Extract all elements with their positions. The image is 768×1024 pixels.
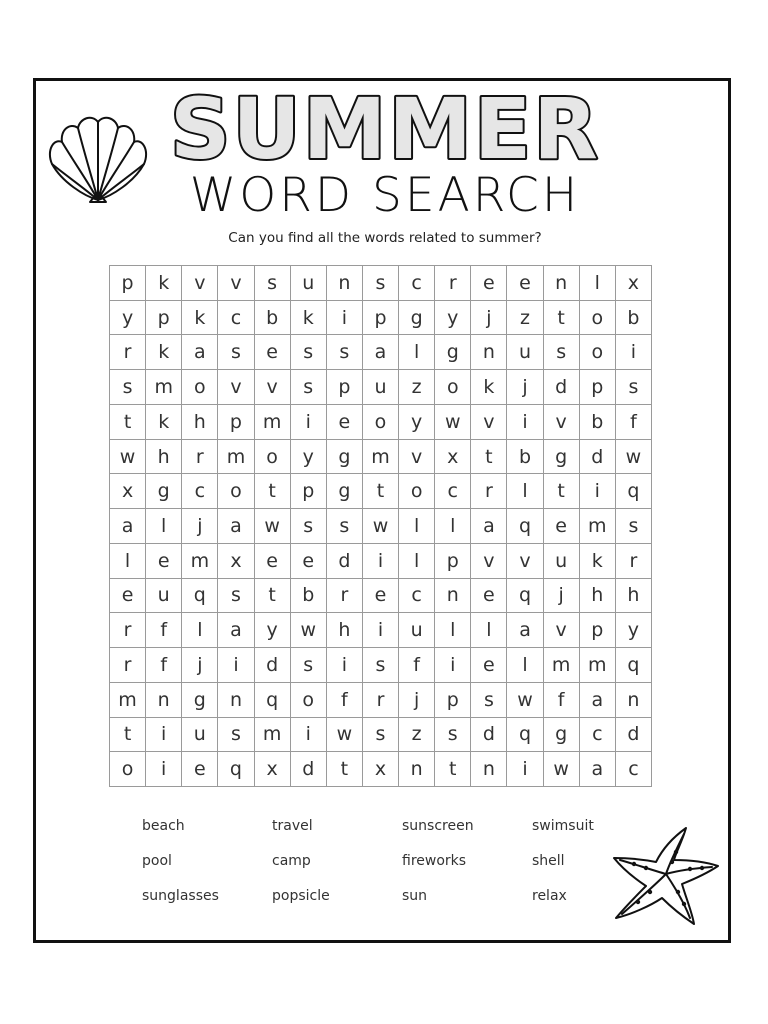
grid-cell: t	[471, 440, 507, 475]
grid-cell: s	[218, 718, 254, 753]
grid-cell: v	[471, 405, 507, 440]
grid-cell: u	[363, 370, 399, 405]
grid-cell: s	[363, 648, 399, 683]
grid-cell: s	[218, 579, 254, 614]
grid-cell: t	[544, 301, 580, 336]
grid-cell: u	[182, 718, 218, 753]
grid-cell: a	[110, 509, 146, 544]
grid-cell: e	[544, 509, 580, 544]
word-search-grid	[109, 265, 652, 787]
grid-cell: j	[182, 509, 218, 544]
grid-cell: v	[544, 613, 580, 648]
grid-cell: c	[580, 718, 616, 753]
grid-cell: w	[616, 440, 652, 475]
word-list-item: travel	[272, 818, 313, 834]
grid-cell: p	[110, 266, 146, 301]
grid-cell: i	[327, 648, 363, 683]
grid-cell: q	[218, 752, 254, 787]
grid-cell: i	[291, 718, 327, 753]
grid-cell: z	[507, 301, 543, 336]
grid-cell: d	[580, 440, 616, 475]
grid-cell: z	[399, 718, 435, 753]
grid-cell: o	[291, 683, 327, 718]
word-list-item: beach	[142, 818, 185, 834]
grid-cell: o	[363, 405, 399, 440]
page-title	[150, 80, 620, 172]
grid-cell: e	[363, 579, 399, 614]
grid-cell: x	[255, 752, 291, 787]
grid-cell: t	[327, 752, 363, 787]
grid-cell: x	[363, 752, 399, 787]
grid-cell: i	[435, 648, 471, 683]
grid-cell: r	[363, 683, 399, 718]
grid-cell: d	[291, 752, 327, 787]
grid-cell: n	[218, 683, 254, 718]
word-list-item: popsicle	[272, 888, 330, 904]
grid-cell: l	[399, 335, 435, 370]
grid-cell: t	[110, 405, 146, 440]
grid-cell: w	[110, 440, 146, 475]
grid-cell: m	[580, 648, 616, 683]
grid-cell: q	[507, 579, 543, 614]
grid-cell: p	[435, 544, 471, 579]
grid-cell: j	[182, 648, 218, 683]
grid-cell: f	[544, 683, 580, 718]
grid-cell: o	[255, 440, 291, 475]
grid-cell: l	[110, 544, 146, 579]
grid-cell: g	[327, 474, 363, 509]
grid-cell: r	[471, 474, 507, 509]
grid-cell: p	[327, 370, 363, 405]
grid-cell: e	[182, 752, 218, 787]
grid-cell: k	[580, 544, 616, 579]
grid-cell: e	[255, 335, 291, 370]
grid-cell: y	[110, 301, 146, 336]
grid-cell: o	[580, 301, 616, 336]
grid-cell: a	[218, 613, 254, 648]
grid-cell: s	[435, 718, 471, 753]
grid-cell: g	[146, 474, 182, 509]
grid-cell: k	[146, 405, 182, 440]
grid-cell: d	[544, 370, 580, 405]
grid-cell: o	[218, 474, 254, 509]
title-text: SUMMER	[170, 80, 600, 172]
grid-cell: o	[580, 335, 616, 370]
grid-cell: a	[471, 509, 507, 544]
grid-cell: v	[507, 544, 543, 579]
grid-cell: p	[291, 474, 327, 509]
grid-cell: w	[507, 683, 543, 718]
grid-cell: n	[471, 335, 507, 370]
grid-cell: d	[327, 544, 363, 579]
grid-cell: e	[471, 266, 507, 301]
grid-cell: l	[471, 613, 507, 648]
grid-cell: l	[182, 613, 218, 648]
grid-cell: c	[616, 752, 652, 787]
grid-cell: q	[616, 474, 652, 509]
grid-cell: e	[471, 648, 507, 683]
grid-cell: e	[507, 266, 543, 301]
grid-cell: n	[399, 752, 435, 787]
grid-cell: p	[363, 301, 399, 336]
grid-cell: f	[146, 648, 182, 683]
grid-cell: i	[363, 544, 399, 579]
grid-cell: z	[399, 370, 435, 405]
grid-cell: d	[471, 718, 507, 753]
grid-cell: q	[507, 509, 543, 544]
grid-cell: s	[291, 509, 327, 544]
grid-cell: u	[146, 579, 182, 614]
grid-cell: x	[616, 266, 652, 301]
grid-cell: i	[507, 752, 543, 787]
grid-cell: m	[110, 683, 146, 718]
grid-cell: d	[255, 648, 291, 683]
grid-cell: a	[182, 335, 218, 370]
grid-cell: j	[507, 370, 543, 405]
grid-cell: r	[110, 648, 146, 683]
grid-cell: a	[363, 335, 399, 370]
grid-cell: y	[291, 440, 327, 475]
grid-cell: n	[435, 579, 471, 614]
grid-cell: p	[435, 683, 471, 718]
grid-cell: v	[218, 266, 254, 301]
grid-cell: w	[255, 509, 291, 544]
grid-cell: s	[363, 266, 399, 301]
grid-cell: f	[616, 405, 652, 440]
word-list-item: sunglasses	[142, 888, 219, 904]
starfish-icon	[610, 822, 722, 928]
grid-cell: l	[435, 509, 471, 544]
grid-cell: h	[580, 579, 616, 614]
grid-cell: e	[291, 544, 327, 579]
grid-cell: b	[507, 440, 543, 475]
grid-cell: m	[255, 405, 291, 440]
grid-cell: l	[146, 509, 182, 544]
grid-cell: b	[255, 301, 291, 336]
grid-cell: v	[182, 266, 218, 301]
grid-cell: s	[110, 370, 146, 405]
grid-cell: e	[327, 405, 363, 440]
grid-cell: s	[291, 648, 327, 683]
seashell-icon	[44, 112, 152, 206]
grid-cell: k	[146, 335, 182, 370]
grid-cell: o	[110, 752, 146, 787]
grid-cell: n	[471, 752, 507, 787]
grid-cell: a	[580, 683, 616, 718]
grid-cell: l	[507, 648, 543, 683]
word-list-item: shell	[532, 853, 565, 869]
grid-cell: a	[580, 752, 616, 787]
grid-cell: s	[544, 335, 580, 370]
grid-cell: c	[435, 474, 471, 509]
grid-cell: p	[218, 405, 254, 440]
grid-cell: e	[110, 579, 146, 614]
grid-cell: d	[616, 718, 652, 753]
grid-cell: n	[327, 266, 363, 301]
grid-cell: i	[580, 474, 616, 509]
page-subtitle: WORD SEARCH	[189, 168, 581, 223]
grid-cell: i	[616, 335, 652, 370]
grid-cell: v	[218, 370, 254, 405]
grid-cell: o	[182, 370, 218, 405]
grid-cell: r	[182, 440, 218, 475]
grid-cell: k	[471, 370, 507, 405]
grid-cell: v	[255, 370, 291, 405]
grid-cell: m	[218, 440, 254, 475]
grid-cell: p	[146, 301, 182, 336]
grid-cell: s	[363, 718, 399, 753]
grid-cell: j	[471, 301, 507, 336]
grid-cell: e	[146, 544, 182, 579]
grid-cell: s	[327, 509, 363, 544]
grid-cell: q	[182, 579, 218, 614]
grid-cell: s	[616, 370, 652, 405]
grid-cell: m	[255, 718, 291, 753]
grid-cell: g	[544, 718, 580, 753]
grid-cell: m	[146, 370, 182, 405]
grid-cell: s	[327, 335, 363, 370]
word-list-item: fireworks	[402, 853, 467, 869]
grid-cell: k	[146, 266, 182, 301]
grid-cell: t	[110, 718, 146, 753]
grid-cell: a	[507, 613, 543, 648]
grid-cell: r	[110, 335, 146, 370]
grid-cell: l	[399, 509, 435, 544]
word-list-item: swimsuit	[532, 818, 594, 834]
grid-cell: e	[471, 579, 507, 614]
grid-cell: l	[399, 544, 435, 579]
grid-cell: y	[255, 613, 291, 648]
grid-cell: h	[616, 579, 652, 614]
grid-cell: p	[580, 370, 616, 405]
grid-cell: s	[616, 509, 652, 544]
grid-cell: i	[146, 752, 182, 787]
grid-cell: s	[471, 683, 507, 718]
grid-cell: q	[255, 683, 291, 718]
grid-cell: x	[110, 474, 146, 509]
grid-cell: c	[182, 474, 218, 509]
grid-cell: g	[435, 335, 471, 370]
grid-cell: v	[399, 440, 435, 475]
grid-cell: t	[255, 579, 291, 614]
word-list-item: pool	[142, 853, 172, 869]
grid-cell: l	[507, 474, 543, 509]
grid-cell: b	[291, 579, 327, 614]
grid-cell: t	[255, 474, 291, 509]
grid-cell: j	[544, 579, 580, 614]
grid-cell: q	[616, 648, 652, 683]
grid-cell: t	[363, 474, 399, 509]
grid-cell: c	[399, 579, 435, 614]
grid-cell: w	[435, 405, 471, 440]
grid-cell: b	[616, 301, 652, 336]
grid-cell: m	[580, 509, 616, 544]
grid-cell: t	[435, 752, 471, 787]
grid-cell: h	[327, 613, 363, 648]
grid-cell: k	[182, 301, 218, 336]
grid-cell: u	[544, 544, 580, 579]
grid-cell: g	[544, 440, 580, 475]
grid-cell: e	[255, 544, 291, 579]
grid-cell: l	[580, 266, 616, 301]
grid-cell: i	[327, 301, 363, 336]
grid-cell: o	[435, 370, 471, 405]
grid-cell: j	[399, 683, 435, 718]
grid-cell: w	[327, 718, 363, 753]
grid-cell: w	[363, 509, 399, 544]
grid-cell: i	[507, 405, 543, 440]
grid-cell: g	[327, 440, 363, 475]
grid-cell: u	[399, 613, 435, 648]
word-list-item: relax	[532, 888, 567, 904]
grid-cell: f	[327, 683, 363, 718]
grid-cell: x	[218, 544, 254, 579]
grid-cell: s	[291, 370, 327, 405]
grid-cell: n	[616, 683, 652, 718]
grid-cell: f	[146, 613, 182, 648]
grid-cell: r	[327, 579, 363, 614]
grid-cell: i	[363, 613, 399, 648]
grid-cell: y	[399, 405, 435, 440]
grid-cell: q	[507, 718, 543, 753]
grid-cell: p	[580, 613, 616, 648]
grid-cell: b	[580, 405, 616, 440]
grid-cell: y	[616, 613, 652, 648]
grid-cell: s	[255, 266, 291, 301]
grid-cell: n	[146, 683, 182, 718]
grid-cell: x	[435, 440, 471, 475]
word-list	[142, 816, 612, 906]
grid-cell: r	[110, 613, 146, 648]
grid-cell: w	[291, 613, 327, 648]
grid-cell: m	[363, 440, 399, 475]
grid-cell: i	[146, 718, 182, 753]
grid-cell: k	[291, 301, 327, 336]
grid-cell: c	[399, 266, 435, 301]
grid-cell: r	[435, 266, 471, 301]
grid-cell: o	[399, 474, 435, 509]
grid-cell: h	[182, 405, 218, 440]
grid-cell: v	[544, 405, 580, 440]
instructions-text: Can you find all the words related to summer?	[228, 230, 542, 246]
word-list-item: sunscreen	[402, 818, 474, 834]
grid-cell: c	[218, 301, 254, 336]
grid-cell: u	[291, 266, 327, 301]
word-list-item: sun	[402, 888, 428, 904]
grid-cell: m	[544, 648, 580, 683]
grid-cell: g	[399, 301, 435, 336]
grid-cell: s	[218, 335, 254, 370]
word-list-item: camp	[272, 853, 311, 869]
grid-cell: h	[146, 440, 182, 475]
grid-cell: v	[471, 544, 507, 579]
grid-cell: m	[182, 544, 218, 579]
grid-cell: l	[435, 613, 471, 648]
grid-cell: y	[435, 301, 471, 336]
grid-cell: w	[544, 752, 580, 787]
grid-cell: u	[507, 335, 543, 370]
grid-cell: s	[291, 335, 327, 370]
grid-cell: i	[218, 648, 254, 683]
grid-cell: r	[616, 544, 652, 579]
grid-cell: n	[544, 266, 580, 301]
grid-cell: t	[544, 474, 580, 509]
grid-cell: g	[182, 683, 218, 718]
grid-cell: i	[291, 405, 327, 440]
grid-cell: a	[218, 509, 254, 544]
grid-cell: f	[399, 648, 435, 683]
